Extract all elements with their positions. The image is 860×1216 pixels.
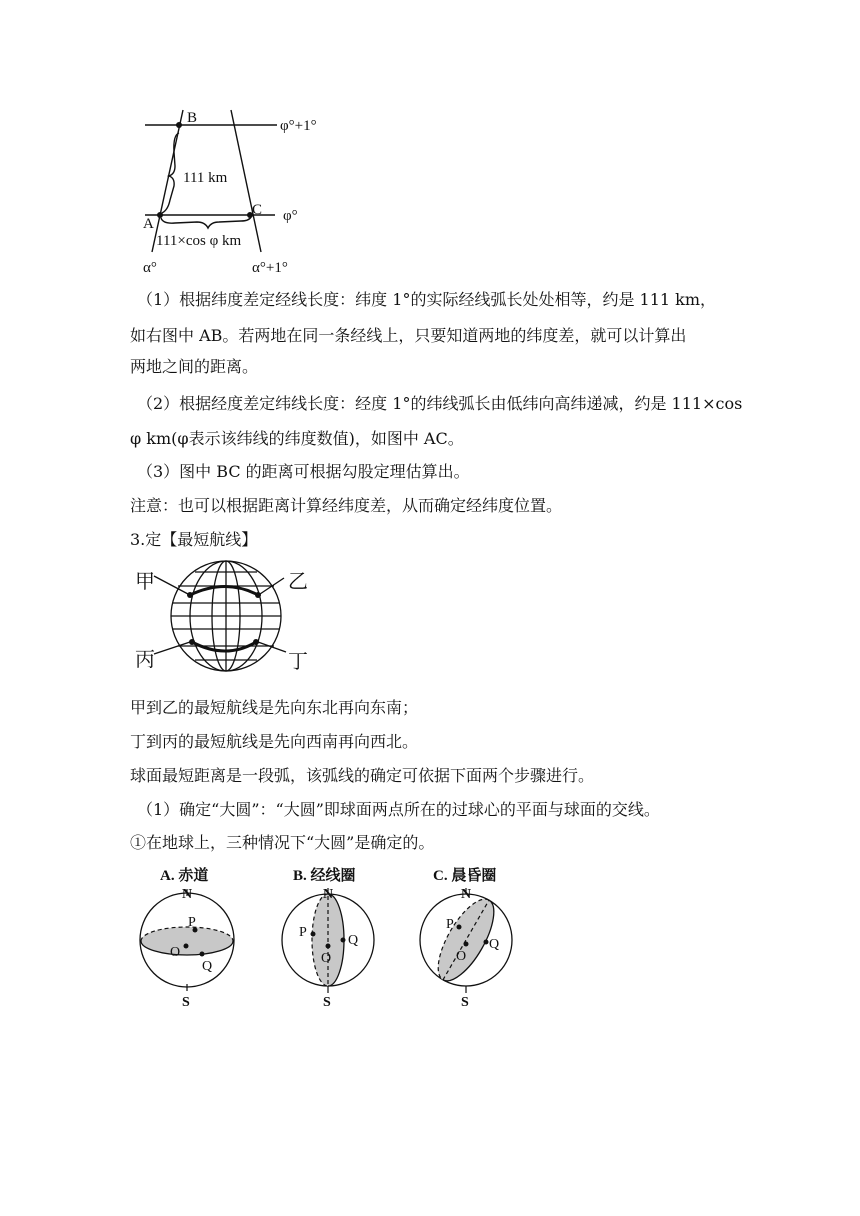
point-ding-dot [253,639,259,645]
section-3-heading: 3.定【最短航线】 [130,530,258,549]
alpha-label: α° [143,260,157,276]
route-jia-yi [190,587,258,596]
label-yi: 乙 [288,571,308,593]
ac-length-label: 111×cos φ km [156,233,242,249]
route-line-3: 球面最短距离是一段弧，该弧线的确定可依据下面两个步骤进行。 [130,766,595,785]
alpha-plus-label: α°+1° [252,260,288,276]
brace-horizontal [161,217,251,228]
ab-length-label: 111 km [183,170,228,186]
panel-meridian [282,866,374,1010]
point-c-label: C [252,202,263,218]
route-line-2: 丁到丙的最短航线是先向西南再向西北。 [130,732,419,751]
point-a-label: A [143,216,154,232]
note-line: 注意：也可以根据距离计算经纬度差，从而确定经纬度位置。 [130,496,563,515]
c-label-p: P [446,917,454,932]
great-circle-definition: （1）确定“大圆”：“大圆”即球面两点所在的过球心的平面与球面的交线。 [137,800,660,819]
c-label-o: O [456,949,467,964]
a-label-q: Q [202,959,213,974]
label-bing: 丙 [135,649,155,671]
point-a-dot [157,212,163,218]
paragraph-1-line-1: （1）根据纬度差定经线长度：纬度 1°的实际经线弧长处处相等，约是 111 km， [137,290,717,309]
pointer-ding [258,642,286,652]
a-label-o: O [170,945,181,960]
point-jia-dot [187,592,193,598]
phi-plus-label: φ°+1° [280,118,317,134]
b-label-q: Q [348,933,359,948]
brace-vertical [162,133,179,213]
a-label-s: S [182,995,190,1010]
c-label-n: N [461,887,472,902]
point-bing-dot [189,639,195,645]
label-ding: 丁 [288,651,308,673]
b-label-n: N [323,887,334,902]
point-b-label: B [187,110,198,126]
a-label-p: P [188,915,196,930]
meridian-right [231,110,261,252]
title-equator: A. 赤道 [160,868,209,884]
paragraph-3: （3）图中 BC 的距离可根据勾股定理估算出。 [137,462,470,481]
lat-lon-diagram [135,100,350,280]
a-label-n: N [182,887,193,902]
b-label-p: P [299,925,307,940]
title-meridian: B. 经线圈 [293,868,356,884]
title-terminator: C. 晨昏圈 [433,868,497,884]
great-circle-diagrams [130,860,530,1015]
b-label-o: O [321,951,332,966]
phi-label: φ° [283,208,298,224]
panel-equator [140,866,234,1010]
label-jia: 甲 [135,571,155,593]
c-label-q: Q [489,937,500,952]
paragraph-1-line-2: 如右图中 AB。若两地在同一条经线上，只要知道两地的纬度差，就可以计算出 [130,326,687,345]
paragraph-2-line-1: （2）根据经度差定纬线长度：经度 1°的纬线弧长由低纬向高纬递减，约是 111×cos [137,394,743,413]
point-yi-dot [255,592,261,598]
globe-route-diagram [130,558,330,678]
pointer-jia [154,576,188,594]
point-b-dot [176,122,182,128]
great-circle-cases: ①在地球上，三种情况下“大圆”是确定的。 [130,833,435,852]
panel-terminator [420,866,512,1010]
meridian-left [152,110,183,252]
b-label-s: S [323,995,331,1010]
paragraph-1-line-3: 两地之间的距离。 [130,357,259,376]
paragraph-2-line-2: φ km(φ表示该纬线的纬度数值)，如图中 AC。 [130,429,464,448]
c-label-s: S [461,995,469,1010]
route-line-1: 甲到乙的最短航线是先向东北再向东南； [130,698,419,717]
